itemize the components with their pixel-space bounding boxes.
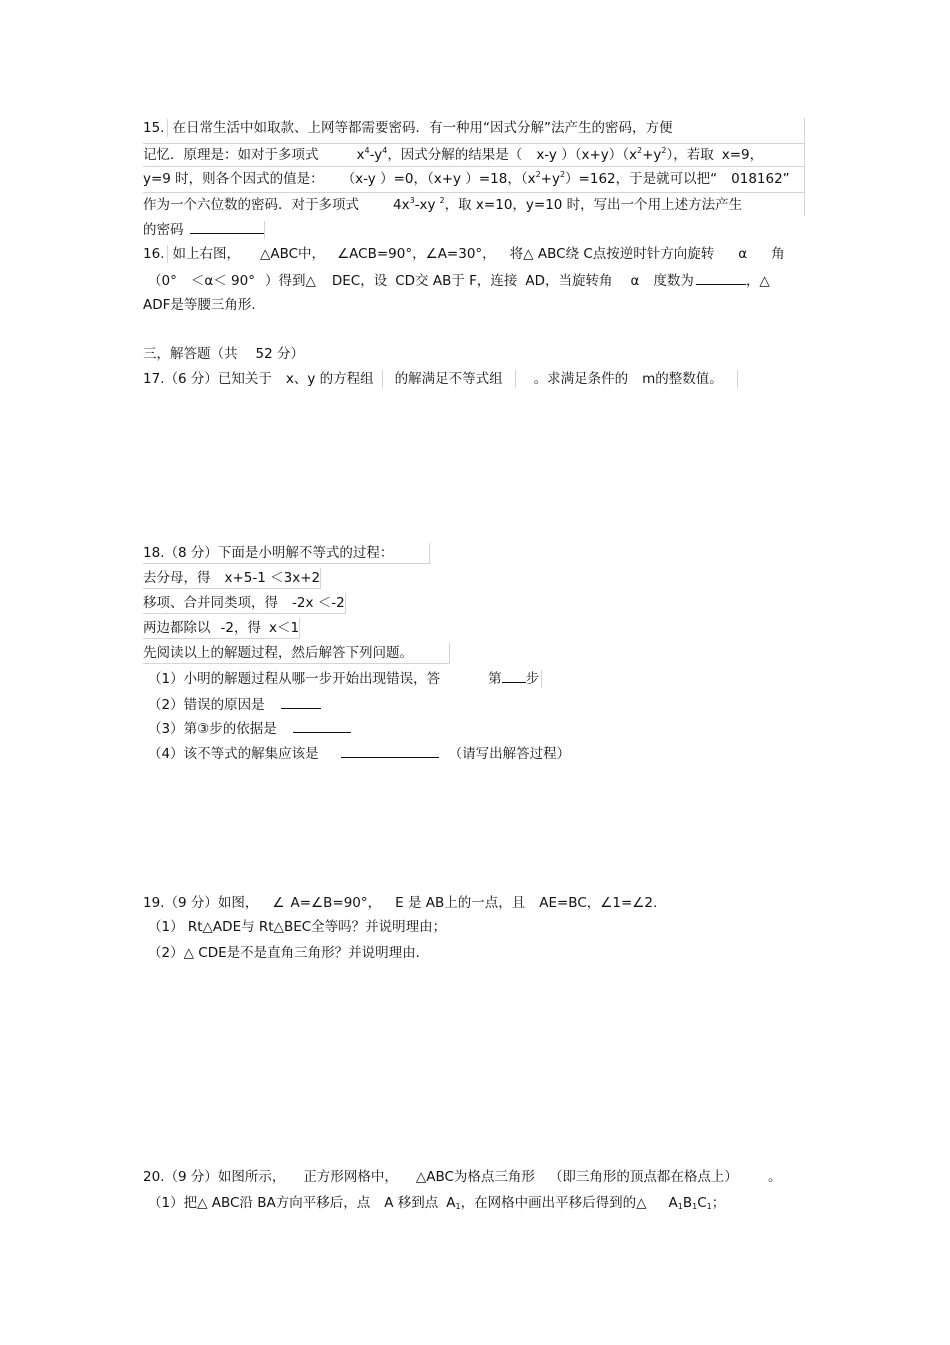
q15-text-2f: +y [642,147,662,163]
q19-part-2-text: （2）△ CDE是不是直角三角形？并说明理由. [148,945,420,961]
q18-part-1-di: 第 [488,671,502,687]
q16-line1 [143,244,785,264]
q20-text-1d: （即三角形的顶点都在格点上） [548,1169,738,1185]
q20-text-1c: △ABC为格点三角形 [415,1169,535,1185]
q19-part-1-text: （1） Rt△ADE与 Rt△BEC全等吗？并说明理由； [148,919,447,935]
q15-line4 [143,195,742,215]
q15-box-line-c [143,192,805,193]
q15-line1 [143,118,672,138]
q15-box-line-b [143,166,805,167]
q16-text-2i: ，△ [745,273,770,289]
q18-step-2 [143,593,346,614]
divider [382,370,383,388]
q20-part-1-a1: A [668,1195,678,1211]
q19-text-1c: A=∠B=90°， [290,895,382,911]
q16-text-1b: △ABC中， [259,246,326,262]
q16-text-2b: ＜α＜ 90° [190,273,255,289]
q20-line1 [143,1167,781,1187]
q19-text-1d: E 是 AB上的一点，且 [395,895,526,911]
q19-text-1e: AE=BC，∠1=∠2. [539,895,658,911]
q18-step-2-expr: -2x ＜-2 [292,595,345,611]
q15-box-right [804,118,805,216]
q18-part-2 [148,694,321,715]
divider [167,119,168,137]
answer-blank[interactable] [281,694,321,709]
answer-blank[interactable] [293,718,351,733]
q20-part-1-text-b: A 移到点 [384,1195,439,1211]
exp: 2 [637,146,643,155]
subscript: 1 [692,1202,698,1211]
divider [541,670,542,688]
divider [264,221,265,239]
q15-number: 15. [143,120,165,136]
q15-line2 [143,145,763,165]
section-3-heading [143,344,304,364]
q18-step-3-expr: x＜1 [268,620,300,636]
q15-text-2e: x-y ）（x+y）（x [536,147,637,163]
q20-part-1-end: ； [711,1195,726,1211]
exp: 2 [661,146,667,155]
q19-part-1 [148,917,446,937]
q15-text-4d: ，取 x=10，y=10 时，写出一个用上述方法产生 [444,197,743,213]
q20-part-1-b1: B [682,1195,693,1211]
q19-part-2 [148,943,420,963]
q15-text-3b: （x-y ）=0，（x+y ）=18，（x [341,171,536,187]
exp: 2 [439,196,445,205]
q20-text-1e: 。 [767,1169,782,1185]
q18-part-4 [148,743,570,764]
answer-blank[interactable] [696,270,746,285]
subscript: 1 [677,1202,683,1211]
q16-text-2c: ）得到△ [264,273,316,289]
q16-text-2h: 度数为 [653,273,694,289]
q20-text-1a: 20.（9 分）如图所示， [143,1169,286,1185]
q16-text-1a: 如上右图， [172,246,240,262]
q18-part-3-text: （3）第③步的依据是 [148,721,277,737]
q15-line5 [143,219,265,240]
exp: 4 [364,146,370,155]
q16-text-2e: CD交 AB于 F，连接 [395,273,518,289]
q19-text-1a: 19.（9 分）如图， [143,895,259,911]
q15-text-2h: x=9， [721,147,764,163]
q17-text-e: m的整数值。 [642,371,723,387]
q15-text-1: 在日常生活中如取款、上网等都需要密码．有一种用“因式分解”法产生的密码，方便 [172,120,673,136]
exp: 2 [535,170,541,179]
q18-part-3 [148,718,351,739]
q17-text-d: 。求满足条件的 [533,371,629,387]
q18-step-3-mid: -2，得 [220,620,261,636]
answer-blank[interactable] [502,668,526,683]
q20-part-1-text-c: A [446,1195,456,1211]
q19-line1 [143,893,657,913]
q16-number: 16. [143,246,165,262]
q18-step-1-label: 去分母，得 [143,570,211,586]
q15-text-3c: +y [540,171,560,187]
q20-part-1-text-a: （1）把△ ABC沿 BA方向平移后，点 [148,1195,371,1211]
q18-part-1-bu: 步 [525,671,540,687]
q17-text-b: x、y 的方程组 [285,371,374,387]
exp: 4 [382,146,388,155]
q15-text-4c: -xy [414,197,436,213]
answer-blank[interactable] [190,219,264,234]
q18-title-text: 18.（8 分）下面是小明解不等式的过程： [143,545,394,561]
q15-box-line-a [143,143,805,144]
q15-text-2a: 记忆．原理是：如对于多项式 [143,147,319,163]
exp: 3 [409,196,415,205]
subscript: 1 [706,1202,712,1211]
q18-part-4-note: （请写出解答过程） [448,746,571,762]
q18-part-2-text: （2）错误的原因是 [148,697,265,713]
q15-text-2g: ），若取 [666,147,714,163]
q18-step-3 [143,618,300,639]
q17-text-a: 17.（6 分）已知关于 [143,371,272,387]
q16-text-2a: （0° [148,273,177,289]
q18-part-1-text: （1）小明的解题过程从哪一步开始出现错误，答 [148,671,441,687]
q15-text-3e: 018162” [731,171,790,187]
q19-text-1b: ∠ [272,895,285,911]
q18-step-2-label: 移项、合并同类项，得 [143,595,278,611]
q20-part-1-c1: C [697,1195,707,1211]
q16-text-1f: α [738,246,748,262]
q15-text-4a: 作为一个六位数的密码．对于多项式 [143,197,359,213]
q18-part-4-text: （4）该不等式的解集应该是 [148,746,319,762]
q18-part-1 [148,668,542,689]
q15-text-5: 的密码 [143,222,184,238]
q16-text-1g: 角 [771,246,785,262]
q15-text-2b: x [356,147,365,163]
q18-instruction [143,643,450,664]
exp: 2 [559,170,566,179]
q18-title [143,543,430,564]
q15-text-3d: ）=162，于是就可以把“ [565,171,718,187]
q20-part-1 [148,1193,725,1213]
answer-blank[interactable] [341,743,439,758]
q17-text-c: 的解满足不等式组 [394,371,503,387]
divider [167,245,168,263]
q16-text-1e: 将△ ABC绕 C点按逆时针方向旋转 [509,246,715,262]
divider [737,370,738,388]
q16-text-2d: DEC，设 [331,273,388,289]
q15-text-3a: y=9 时，则各个因式的值是： [143,171,324,187]
q20-part-1-text-d: ，在网格中画出平移后得到的△ [460,1195,647,1211]
q18-instruction-text: 先阅读以上的解题过程，然后解答下列问题。 [143,645,413,661]
q15-text-2c: -y [369,147,383,163]
q15-line3 [143,169,790,189]
section-3-title: 三，解答题（共 [143,346,238,362]
q16-text-2g: α [630,273,640,289]
q16-text-3: ADF是等腰三角形. [143,297,256,313]
q16-line3 [143,295,256,315]
q18-step-1 [143,568,321,589]
q15-text-4b: 4x [393,197,410,213]
q15-text-2d: ，因式分解的结果是（ [387,147,523,163]
divider [515,370,516,388]
q16-text-2f: AD，当旋转角 [525,273,613,289]
q17-line [143,369,738,389]
q16-text-1c: ∠ACB=90°， [337,246,426,262]
q20-text-1b: 正方形网格中， [303,1169,398,1185]
q18-step-1-expr: x+5-1 ＜3x+2 [224,570,321,586]
q16-line2 [148,270,770,291]
subscript: 1 [455,1202,461,1211]
q18-step-3-label: 两边都除以 [143,620,211,636]
section-3-score: 52 分） [255,346,304,362]
q16-text-1d: ∠A=30°， [425,246,496,262]
